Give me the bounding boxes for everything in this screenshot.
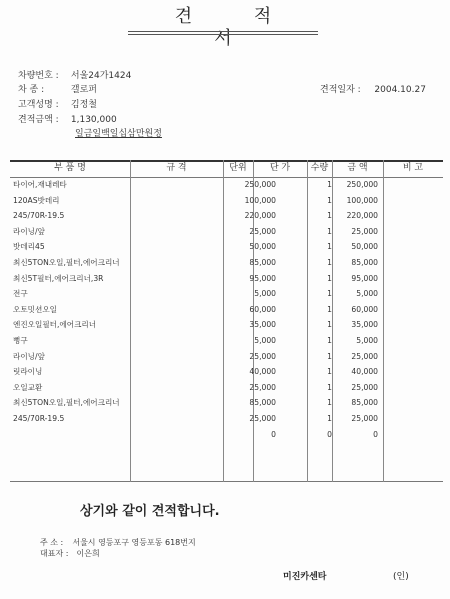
quantity-cell: 1 xyxy=(327,273,332,283)
unit-price-cell: 25,000 xyxy=(249,382,276,392)
table-row xyxy=(10,302,443,318)
info-label: 차 종 : xyxy=(18,85,45,95)
info-label: 차량번호 : xyxy=(18,71,59,81)
amount-cell: 250,000 xyxy=(346,180,378,189)
table-row xyxy=(10,333,443,349)
address-line xyxy=(40,537,196,548)
amount-cell: 25,000 xyxy=(351,382,378,392)
table-row xyxy=(10,177,443,193)
closing-statement: 상기와 같이 견적합니다. xyxy=(80,504,220,519)
table-row xyxy=(10,411,443,427)
quantity-cell: 1 xyxy=(327,258,332,267)
part-name-cell: 릿라이닝 xyxy=(13,367,43,377)
table-row xyxy=(10,395,443,411)
info-value: 서울24가1424 xyxy=(70,71,132,81)
part-name-cell: 오토밋션오일 xyxy=(13,304,58,314)
part-name-cell: 전구 xyxy=(13,289,28,299)
quantity-cell: 1 xyxy=(327,382,332,392)
amount-cell: 0 xyxy=(373,429,378,439)
table-row xyxy=(10,286,443,302)
table-row xyxy=(10,271,443,287)
unit-price-cell: 40,000 xyxy=(249,367,276,377)
part-name-cell: 엔진오일필터,에어크리너 xyxy=(13,320,97,330)
table-row xyxy=(10,255,443,271)
table-row xyxy=(10,349,443,365)
info-value: 갤로퍼 xyxy=(70,85,97,95)
quantity-cell: 1 xyxy=(327,226,332,236)
table-row xyxy=(10,427,443,443)
header-unit: 단위 xyxy=(229,163,247,173)
quantity-cell: 1 xyxy=(327,195,332,205)
amount-cell: 85,000 xyxy=(351,258,378,267)
header-part-name: 부 품 명 xyxy=(54,163,86,173)
amount-in-words: 일금일백일십삼만원정 xyxy=(75,129,162,139)
amount-cell: 5,000 xyxy=(356,289,378,299)
unit-price-cell: 5,000 xyxy=(254,289,276,299)
header-remarks: 비 고 xyxy=(402,163,424,173)
quantity-cell: 1 xyxy=(327,367,332,377)
amount-cell: 220,000 xyxy=(346,211,378,221)
part-name-cell: 245/70R-19.5 xyxy=(13,414,65,423)
address-label: 주 소 : xyxy=(40,538,64,547)
amount-cell: 85,000 xyxy=(351,398,378,408)
amount-cell: 95,000 xyxy=(351,273,378,283)
part-name-cell: 밧데리45 xyxy=(13,242,45,252)
header-unit-price: 단 가 xyxy=(269,163,291,173)
quantity-cell: 0 xyxy=(327,429,332,439)
document-title: 견 적 서 xyxy=(174,6,300,49)
header-amount: 금 액 xyxy=(347,163,368,173)
amount-cell: 25,000 xyxy=(351,226,378,236)
part-name-cell: 120AS밧데리 xyxy=(13,195,60,205)
quantity-cell: 1 xyxy=(327,320,332,330)
info-vehicle-number xyxy=(18,68,131,81)
unit-price-cell: 60,000 xyxy=(249,304,276,314)
info-customer-name xyxy=(18,97,97,110)
company-name: 미진카센타 xyxy=(283,572,327,582)
quantity-cell: 1 xyxy=(327,336,332,345)
info-value: 김정철 xyxy=(70,100,97,110)
table-row xyxy=(10,193,443,209)
quantity-cell: 1 xyxy=(327,180,332,189)
address-value: 서울시 영등포구 영등포동 618번지 xyxy=(72,538,196,547)
header-spec: 규 격 xyxy=(166,163,187,173)
amount-cell: 5,000 xyxy=(356,336,378,345)
unit-price-cell: 95,000 xyxy=(249,273,276,283)
unit-price-cell: 0 xyxy=(271,429,276,439)
unit-price-cell: 25,000 xyxy=(249,414,276,423)
unit-price-cell: 100,000 xyxy=(244,195,276,205)
table-bottom-rule xyxy=(10,481,443,482)
quote-date xyxy=(320,82,426,95)
amount-cell: 50,000 xyxy=(351,242,378,252)
part-name-cell: 245/70R-19.5 xyxy=(13,211,65,221)
representative-line xyxy=(40,548,100,559)
items-table xyxy=(10,160,443,482)
amount-cell: 35,000 xyxy=(351,320,378,330)
part-name-cell: 타이어,재내레타 xyxy=(13,180,67,189)
info-quote-amount xyxy=(18,112,117,125)
amount-cell: 25,000 xyxy=(351,414,378,423)
unit-price-cell: 5,000 xyxy=(254,336,276,345)
table-row xyxy=(10,380,443,396)
seal-mark: (인) xyxy=(393,572,409,582)
title-underline-bottom xyxy=(128,34,318,35)
quantity-cell: 1 xyxy=(327,351,332,361)
part-name-cell: 최신5T필터,에어크리너,3R xyxy=(13,273,104,283)
unit-price-cell: 35,000 xyxy=(249,320,276,330)
amount-cell: 100,000 xyxy=(346,195,378,205)
part-name-cell: 라이닝/앞 xyxy=(13,226,45,236)
amount-cell: 60,000 xyxy=(351,304,378,314)
part-name-cell: 뻥구 xyxy=(13,336,28,345)
unit-price-cell: 50,000 xyxy=(249,242,276,252)
table-row xyxy=(10,317,443,333)
amount-cell: 25,000 xyxy=(351,351,378,361)
unit-price-cell: 85,000 xyxy=(249,398,276,408)
info-label: 고객성명 : xyxy=(18,100,59,110)
info-label: 견적금액 : xyxy=(18,115,59,125)
unit-price-cell: 220,000 xyxy=(244,211,276,221)
quantity-cell: 1 xyxy=(327,414,332,423)
quote-date-value: 2004.10.27 xyxy=(374,85,426,95)
quantity-cell: 1 xyxy=(327,211,332,221)
part-name-cell: 오일교환 xyxy=(13,382,43,392)
part-name-cell: 최신5TON오일,필터,에어크리너 xyxy=(13,398,120,408)
table-row xyxy=(10,239,443,255)
table-row xyxy=(10,208,443,224)
info-vehicle-type xyxy=(18,82,97,95)
unit-price-cell: 25,000 xyxy=(249,351,276,361)
info-value: 1,130,000 xyxy=(70,115,117,125)
title-block xyxy=(128,6,318,50)
amount-cell: 40,000 xyxy=(351,367,378,377)
header-quantity: 수량 xyxy=(310,163,329,173)
part-name-cell: 최신5TON오일,필터,에어크리너 xyxy=(13,258,120,267)
representative-value: 이은희 xyxy=(76,549,100,558)
quantity-cell: 1 xyxy=(327,304,332,314)
table-row xyxy=(10,364,443,380)
part-name-cell: 라이닝/앞 xyxy=(13,351,45,361)
unit-price-cell: 85,000 xyxy=(249,258,276,267)
quantity-cell: 1 xyxy=(327,398,332,408)
quantity-cell: 1 xyxy=(327,242,332,252)
quantity-cell: 1 xyxy=(327,289,332,299)
table-row xyxy=(10,224,443,240)
unit-price-cell: 250,000 xyxy=(244,180,276,189)
unit-price-cell: 25,000 xyxy=(249,226,276,236)
representative-label: 대표자 : xyxy=(40,549,69,558)
title-underline-top xyxy=(128,31,318,32)
quote-date-label: 견적일자 : xyxy=(320,85,361,95)
